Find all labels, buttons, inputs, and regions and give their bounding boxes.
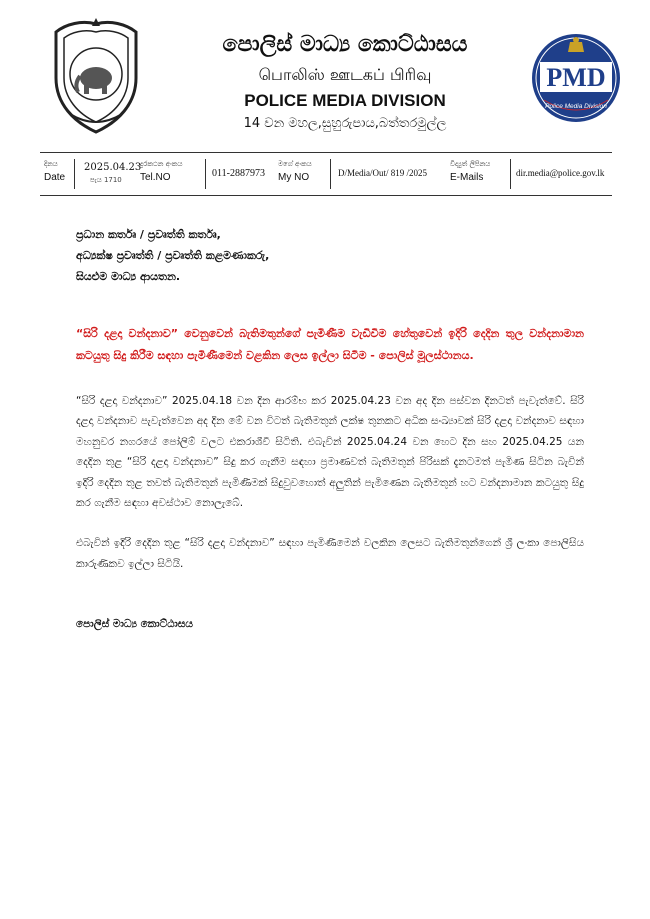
pmd-logo-text: PMD <box>546 63 606 92</box>
date-value: 2025.04.23 පැය 1710 <box>84 162 142 184</box>
recipient-line: ප්‍රධාන කර්තෘ / ප්‍රවෘත්ති කර්තෘ, <box>76 228 221 241</box>
title-english: POLICE MEDIA DIVISION <box>244 91 446 110</box>
signature: පොලිස් මාධ්‍ය කොට්ඨාසය <box>76 618 193 631</box>
myno-label: මගේ අංකය My NO <box>278 160 312 183</box>
recipient-line: සියළුම මාධ්‍ය ආයතන. <box>76 270 181 283</box>
title-sinhala: පොලිස් මාධ්‍ය කොට්ඨාසය <box>222 32 468 57</box>
pmd-logo <box>530 28 622 128</box>
separator <box>205 159 206 189</box>
title-tamil: பொலிஸ் ஊடகப் பிரிவு <box>258 65 432 84</box>
tel-value: 011-2887973 <box>212 168 265 179</box>
separator <box>74 159 75 189</box>
letterhead <box>0 0 650 150</box>
police-crest-logo <box>40 18 152 136</box>
email-value: dir.media@police.gov.lk <box>516 168 605 178</box>
body-paragraph: “සිරි දළදා වන්දනාව” 2025.04.18 වන දින ආරම්භ කර 2025.04.23 වන අද දින පස්වන දිනටත් පැවැත්වේ. සිරි දළදා වන්දනාව පැවැත්වෙන අද දින මේ වන විටත් බැතිමතුන් ලක්ෂ තුනකට අධික සංඛ්‍යාවක් සිරි දළදා වන්දනාව සඳහා මහනුවර නගරයේ පෝලිම් වලට එකරාශීවී සිටිති. එබැවින් 2025.04.24 වන හෙට දින සහ 2025.04.25 යන දෙදින තුළ “සිරි දළදා වන්දනාව” සිදු කර ගැනීම සඳහා ප්‍රමාණවත් බැතිමතුන් පිරිසක් දැනටමත් පැමිණ සිටින බැවින් ඉදිරි දෙදින තුළ තවත් බැතිමතුන් පැමිණීමක් සිදුවුවහොත් අලුතින් පැමිණෙන බැතිමතුන් හට වන්දනාමාන කටයුතු සිදු කර ගැනීම සඳහා අවස්ථාව නොලැබේ. <box>76 395 584 510</box>
letter-body <box>76 224 584 631</box>
contact-bar <box>40 152 612 196</box>
recipient-line: අධ්‍යක්ෂ ප්‍රවෘත්ති / ප්‍රවෘත්ති කළමණාකරු, <box>76 249 270 262</box>
separator <box>330 159 331 189</box>
address: 14 වන මහල,සුහුරුපාය,බත්තරමුල්ල <box>243 116 447 131</box>
date-label: දිනය Date <box>44 160 66 183</box>
email-label: විද්‍යුත් ලිපිනය E-Mails <box>450 160 491 183</box>
tel-label: දුරකථන අංකය Tel.NO <box>140 160 183 183</box>
body-paragraph: එබැවින් ඉදිරි දෙදින තුළ “සිරි දළදා වන්දනාව” සඳහා පැමිණීමෙන් වලකින ලෙසට බැතිමතුන්ගෙන් ශ්‍රී ලංකා පොලිසිය කාරුණිකව ඉල්ලා සිටියි. <box>76 537 584 570</box>
separator <box>510 159 511 189</box>
myno-value: D/Media/Out/ 819 /2025 <box>338 168 427 178</box>
subject-heading: “සිරි දළදා වන්දනාව” වෙනුවෙන් බැතිමතුන්ගේ පැමිණීම වැඩිවීම හේතුවෙන් ඉදිරි දෙදින තුල වන්දනාමාන කටයුතු සිදු කිරීම සඳහා පැමිණීමෙන් වළකින ලෙස ඉල්ලා සිටීම - පොලිස් මූලස්ථානය. <box>76 327 584 362</box>
pmd-logo-caption: Police Media Division <box>545 103 607 110</box>
